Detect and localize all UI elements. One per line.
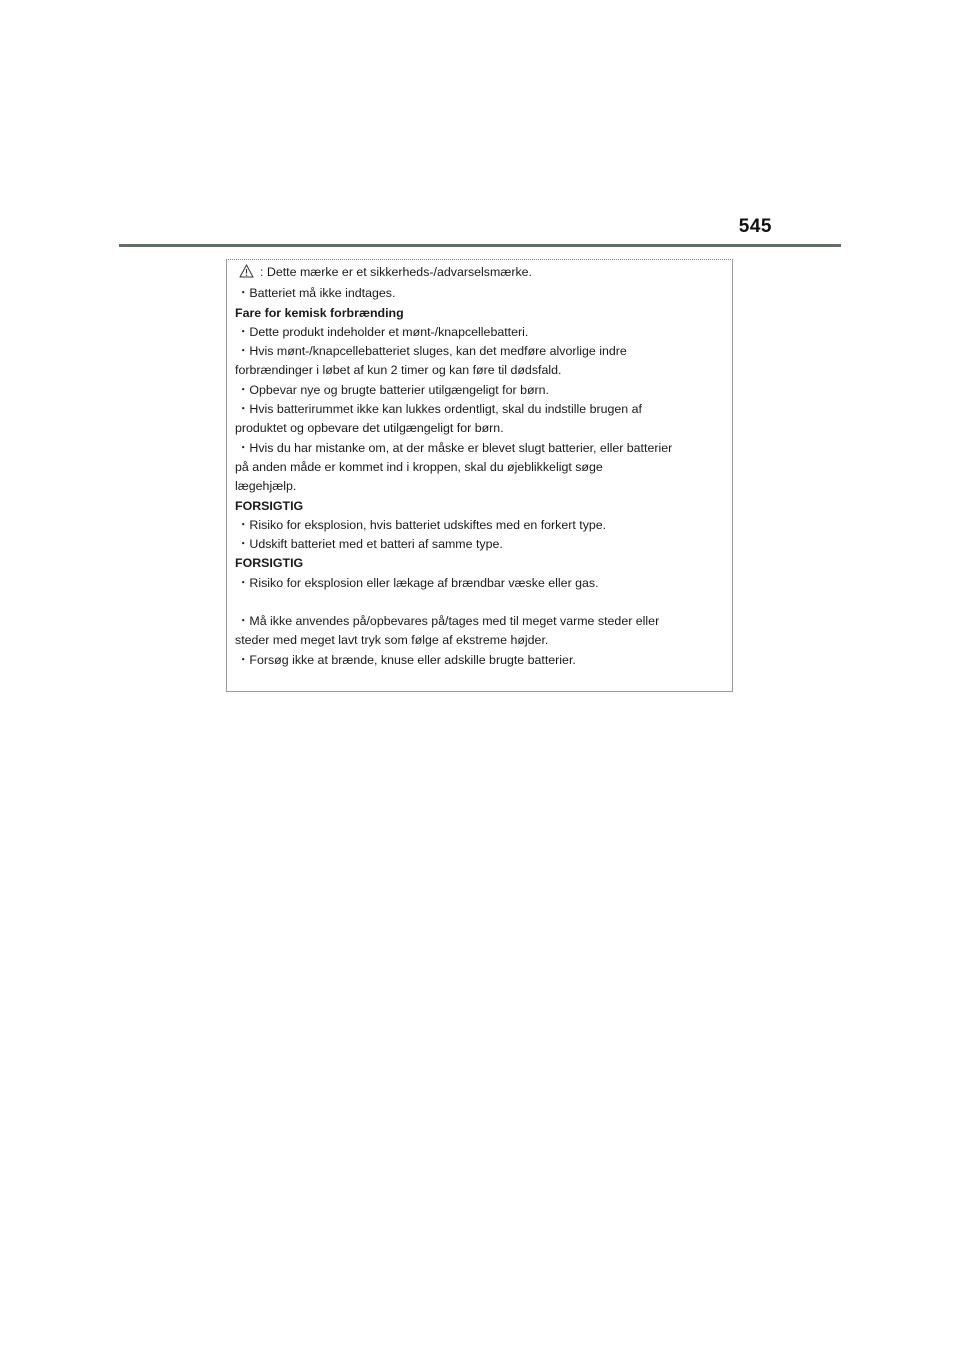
page-number: 545	[738, 216, 772, 237]
warning-line-keep-away: ・Opbevar nye og brugte batterier utilgængeligt for børn.	[237, 382, 549, 397]
caution-line-wrong-type: ・Risiko for eksplosion, hvis batteriet udskiftes med en forkert type.	[237, 517, 607, 532]
warning-box-content	[235, 263, 722, 670]
caution-line-heat-1: ・Må ikke anvendes på/opbevares på/tages med til meget varme steder eller	[237, 614, 660, 629]
header-rule	[119, 244, 841, 247]
warning-line-compartment-1: ・Hvis batterirummet ikke kan lukkes ordentligt, skal du indstille brugen af	[237, 402, 642, 417]
battery-warning-box	[226, 259, 733, 692]
warning-line-compartment-2: produktet og opbevare det utilgængeligt for børn.	[235, 421, 504, 436]
warning-line-contains-battery: ・Dette produkt indeholder et mønt-/knapcellebatteri.	[237, 324, 529, 339]
warning-triangle-icon	[239, 264, 254, 284]
warning-line-swallowed-1: ・Hvis mønt-/knapcellebatteriet sluges, kan det medføre alvorlige indre	[237, 344, 627, 359]
warning-symbol-text: : Dette mærke er et sikkerheds-/advarselsmærke.	[260, 265, 532, 279]
caution-line-disposal: ・Forsøg ikke at brænde, knuse eller adskille brugte batterier.	[237, 652, 576, 667]
warning-line-suspect-3: lægehjælp.	[235, 479, 297, 494]
caution-line-explosion-leak: ・Risiko for eksplosion eller lækage af brændbar væske eller gas.	[237, 575, 599, 590]
warning-line-swallowed-2: forbrændinger i løbet af kun 2 timer og kan føre til dødsfald.	[235, 363, 562, 378]
caution-heading-2: FORSIGTIG	[235, 556, 304, 571]
warning-line-suspect-2: på anden måde er kommet ind i kroppen, skal du øjeblikkeligt søge	[235, 459, 603, 474]
caution-line-same-type: ・Udskift batteriet med et batteri af samme type.	[237, 537, 503, 552]
warning-heading-chemical-burn: Fare for kemisk forbrænding	[235, 305, 404, 320]
warning-symbol-line	[235, 263, 722, 284]
paragraph-gap	[235, 593, 722, 612]
caution-line-heat-2: steder med meget lavt tryk som følge af ekstreme højder.	[235, 633, 549, 648]
caution-heading-1: FORSIGTIG	[235, 498, 304, 513]
warning-line-suspect-1: ・Hvis du har mistanke om, at der måske er blevet slugt batterier, eller batterier	[237, 440, 673, 455]
warning-line-ingestion: ・Batteriet må ikke indtages.	[237, 286, 396, 301]
